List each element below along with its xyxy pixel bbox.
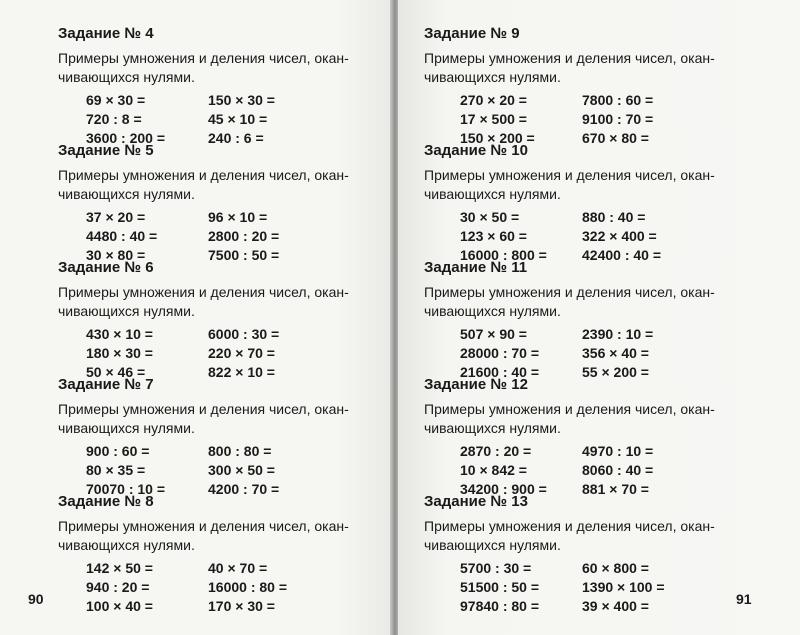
task-description-line: чивающихся нулями. <box>424 303 561 319</box>
task-description-line: Примеры умножения и деления чисел, окан- <box>424 401 715 417</box>
task-description-line: чивающихся нулями. <box>58 303 195 319</box>
task-title: Задание № 13 <box>424 493 528 510</box>
task-description-line: чивающихся нулями. <box>424 537 561 553</box>
example: 4970 : 10 = <box>582 443 654 459</box>
example: 881 × 70 = <box>582 481 649 497</box>
example: 300 × 50 = <box>208 462 275 478</box>
example: 123 × 60 = <box>460 228 527 244</box>
task-description <box>424 517 754 555</box>
example: 16000 : 800 = <box>460 247 547 263</box>
example: 4480 : 40 = <box>86 228 158 244</box>
task-12 <box>424 373 754 497</box>
example: 900 : 60 = <box>86 443 150 459</box>
example: 240 : 6 = <box>208 130 264 146</box>
example: 670 × 80 = <box>582 130 649 146</box>
task-description-line: чивающихся нулями. <box>424 186 561 202</box>
example: 40 × 70 = <box>208 560 268 576</box>
task-10 <box>424 139 754 263</box>
example: 50 × 46 = <box>86 364 146 380</box>
task-description <box>58 400 383 438</box>
example: 96 × 10 = <box>208 209 268 225</box>
example: 30 × 50 = <box>460 209 520 225</box>
task-7 <box>58 373 383 497</box>
task-title: Задание № 4 <box>58 25 154 42</box>
task-description <box>58 166 383 204</box>
example: 822 × 10 = <box>208 364 275 380</box>
example: 42400 : 40 = <box>582 247 662 263</box>
task-description-line: чивающихся нулями. <box>58 420 195 436</box>
example: 2870 : 20 = <box>460 443 532 459</box>
example: 60 × 800 = <box>582 560 649 576</box>
example: 940 : 20 = <box>86 579 150 595</box>
task-description-line: чивающихся нулями. <box>58 69 195 85</box>
task-11 <box>424 256 754 380</box>
task-title: Задание № 7 <box>58 376 154 393</box>
task-title: Задание № 12 <box>424 376 528 393</box>
task-4 <box>58 22 383 146</box>
example: 880 : 40 = <box>582 209 646 225</box>
task-description <box>58 283 383 321</box>
example: 7800 : 60 = <box>582 92 654 108</box>
task-description-line: Примеры умножения и деления чисел, окан- <box>424 50 715 66</box>
page-number: 90 <box>28 591 44 607</box>
example: 5700 : 30 = <box>460 560 532 576</box>
example: 170 × 30 = <box>208 598 275 614</box>
task-description-line: Примеры умножения и деления чисел, окан- <box>58 518 349 534</box>
task-description-line: чивающихся нулями. <box>424 69 561 85</box>
examples-grid <box>58 559 383 616</box>
examples-grid <box>424 559 754 616</box>
task-title: Задание № 11 <box>424 259 528 276</box>
page-number: 91 <box>736 591 752 607</box>
task-description-line: Примеры умножения и деления чисел, окан- <box>424 167 715 183</box>
example: 2800 : 20 = <box>208 228 280 244</box>
example: 8060 : 40 = <box>582 462 654 478</box>
task-title: Задание № 10 <box>424 142 528 159</box>
right-page-content <box>424 22 754 614</box>
example: 7500 : 50 = <box>208 247 280 263</box>
example: 142 × 50 = <box>86 560 153 576</box>
example: 220 × 70 = <box>208 345 275 361</box>
example: 1390 × 100 = <box>582 579 665 595</box>
example: 720 : 8 = <box>86 111 142 127</box>
example: 2390 : 10 = <box>582 326 654 342</box>
example: 97840 : 80 = <box>460 598 540 614</box>
task-title: Задание № 6 <box>58 259 154 276</box>
left-page-content <box>58 22 383 614</box>
task-description-line: Примеры умножения и деления чисел, окан- <box>424 284 715 300</box>
example: 4200 : 70 = <box>208 481 280 497</box>
task-description <box>58 49 383 87</box>
task-description-line: чивающихся нулями. <box>58 537 195 553</box>
example: 356 × 40 = <box>582 345 649 361</box>
example: 34200 : 900 = <box>460 481 547 497</box>
example: 322 × 400 = <box>582 228 657 244</box>
task-description-line: чивающихся нулями. <box>58 186 195 202</box>
task-description-line: Примеры умножения и деления чисел, окан- <box>58 401 349 417</box>
task-description <box>424 49 754 87</box>
example: 16000 : 80 = <box>208 579 288 595</box>
task-title: Задание № 9 <box>424 25 520 42</box>
task-description-line: Примеры умножения и деления чисел, окан- <box>58 167 349 183</box>
example: 800 : 80 = <box>208 443 272 459</box>
example: 80 × 35 = <box>86 462 146 478</box>
example: 430 × 10 = <box>86 326 153 342</box>
task-description <box>424 166 754 204</box>
task-description-line: Примеры умножения и деления чисел, окан- <box>58 284 349 300</box>
example: 69 × 30 = <box>86 92 146 108</box>
example: 55 × 200 = <box>582 364 649 380</box>
right-page <box>398 0 800 635</box>
left-page <box>0 0 392 635</box>
example: 180 × 30 = <box>86 345 153 361</box>
example: 28000 : 70 = <box>460 345 540 361</box>
task-description <box>424 283 754 321</box>
task-5 <box>58 139 383 263</box>
example: 37 × 20 = <box>86 209 146 225</box>
example: 6000 : 30 = <box>208 326 280 342</box>
example: 270 × 20 = <box>460 92 527 108</box>
task-9 <box>424 22 754 146</box>
example: 150 × 200 = <box>460 130 535 146</box>
example: 507 × 90 = <box>460 326 527 342</box>
task-description-line: Примеры умножения и деления чисел, окан- <box>58 50 349 66</box>
example: 51500 : 50 = <box>460 579 540 595</box>
task-description-line: Примеры умножения и деления чисел, окан- <box>424 518 715 534</box>
example: 150 × 30 = <box>208 92 275 108</box>
example: 17 × 500 = <box>460 111 527 127</box>
example: 100 × 40 = <box>86 598 153 614</box>
task-8 <box>58 490 383 614</box>
example: 70070 : 10 = <box>86 481 166 497</box>
example: 9100 : 70 = <box>582 111 654 127</box>
task-title: Задание № 8 <box>58 493 154 510</box>
example: 39 × 400 = <box>582 598 649 614</box>
task-6 <box>58 256 383 380</box>
example: 3600 : 200 = <box>86 130 166 146</box>
task-title: Задание № 5 <box>58 142 154 159</box>
task-description-line: чивающихся нулями. <box>424 420 561 436</box>
task-13 <box>424 490 754 614</box>
example: 10 × 842 = <box>460 462 527 478</box>
example: 30 × 80 = <box>86 247 146 263</box>
example: 21600 : 40 = <box>460 364 540 380</box>
example: 45 × 10 = <box>208 111 268 127</box>
task-description <box>424 400 754 438</box>
task-description <box>58 517 383 555</box>
